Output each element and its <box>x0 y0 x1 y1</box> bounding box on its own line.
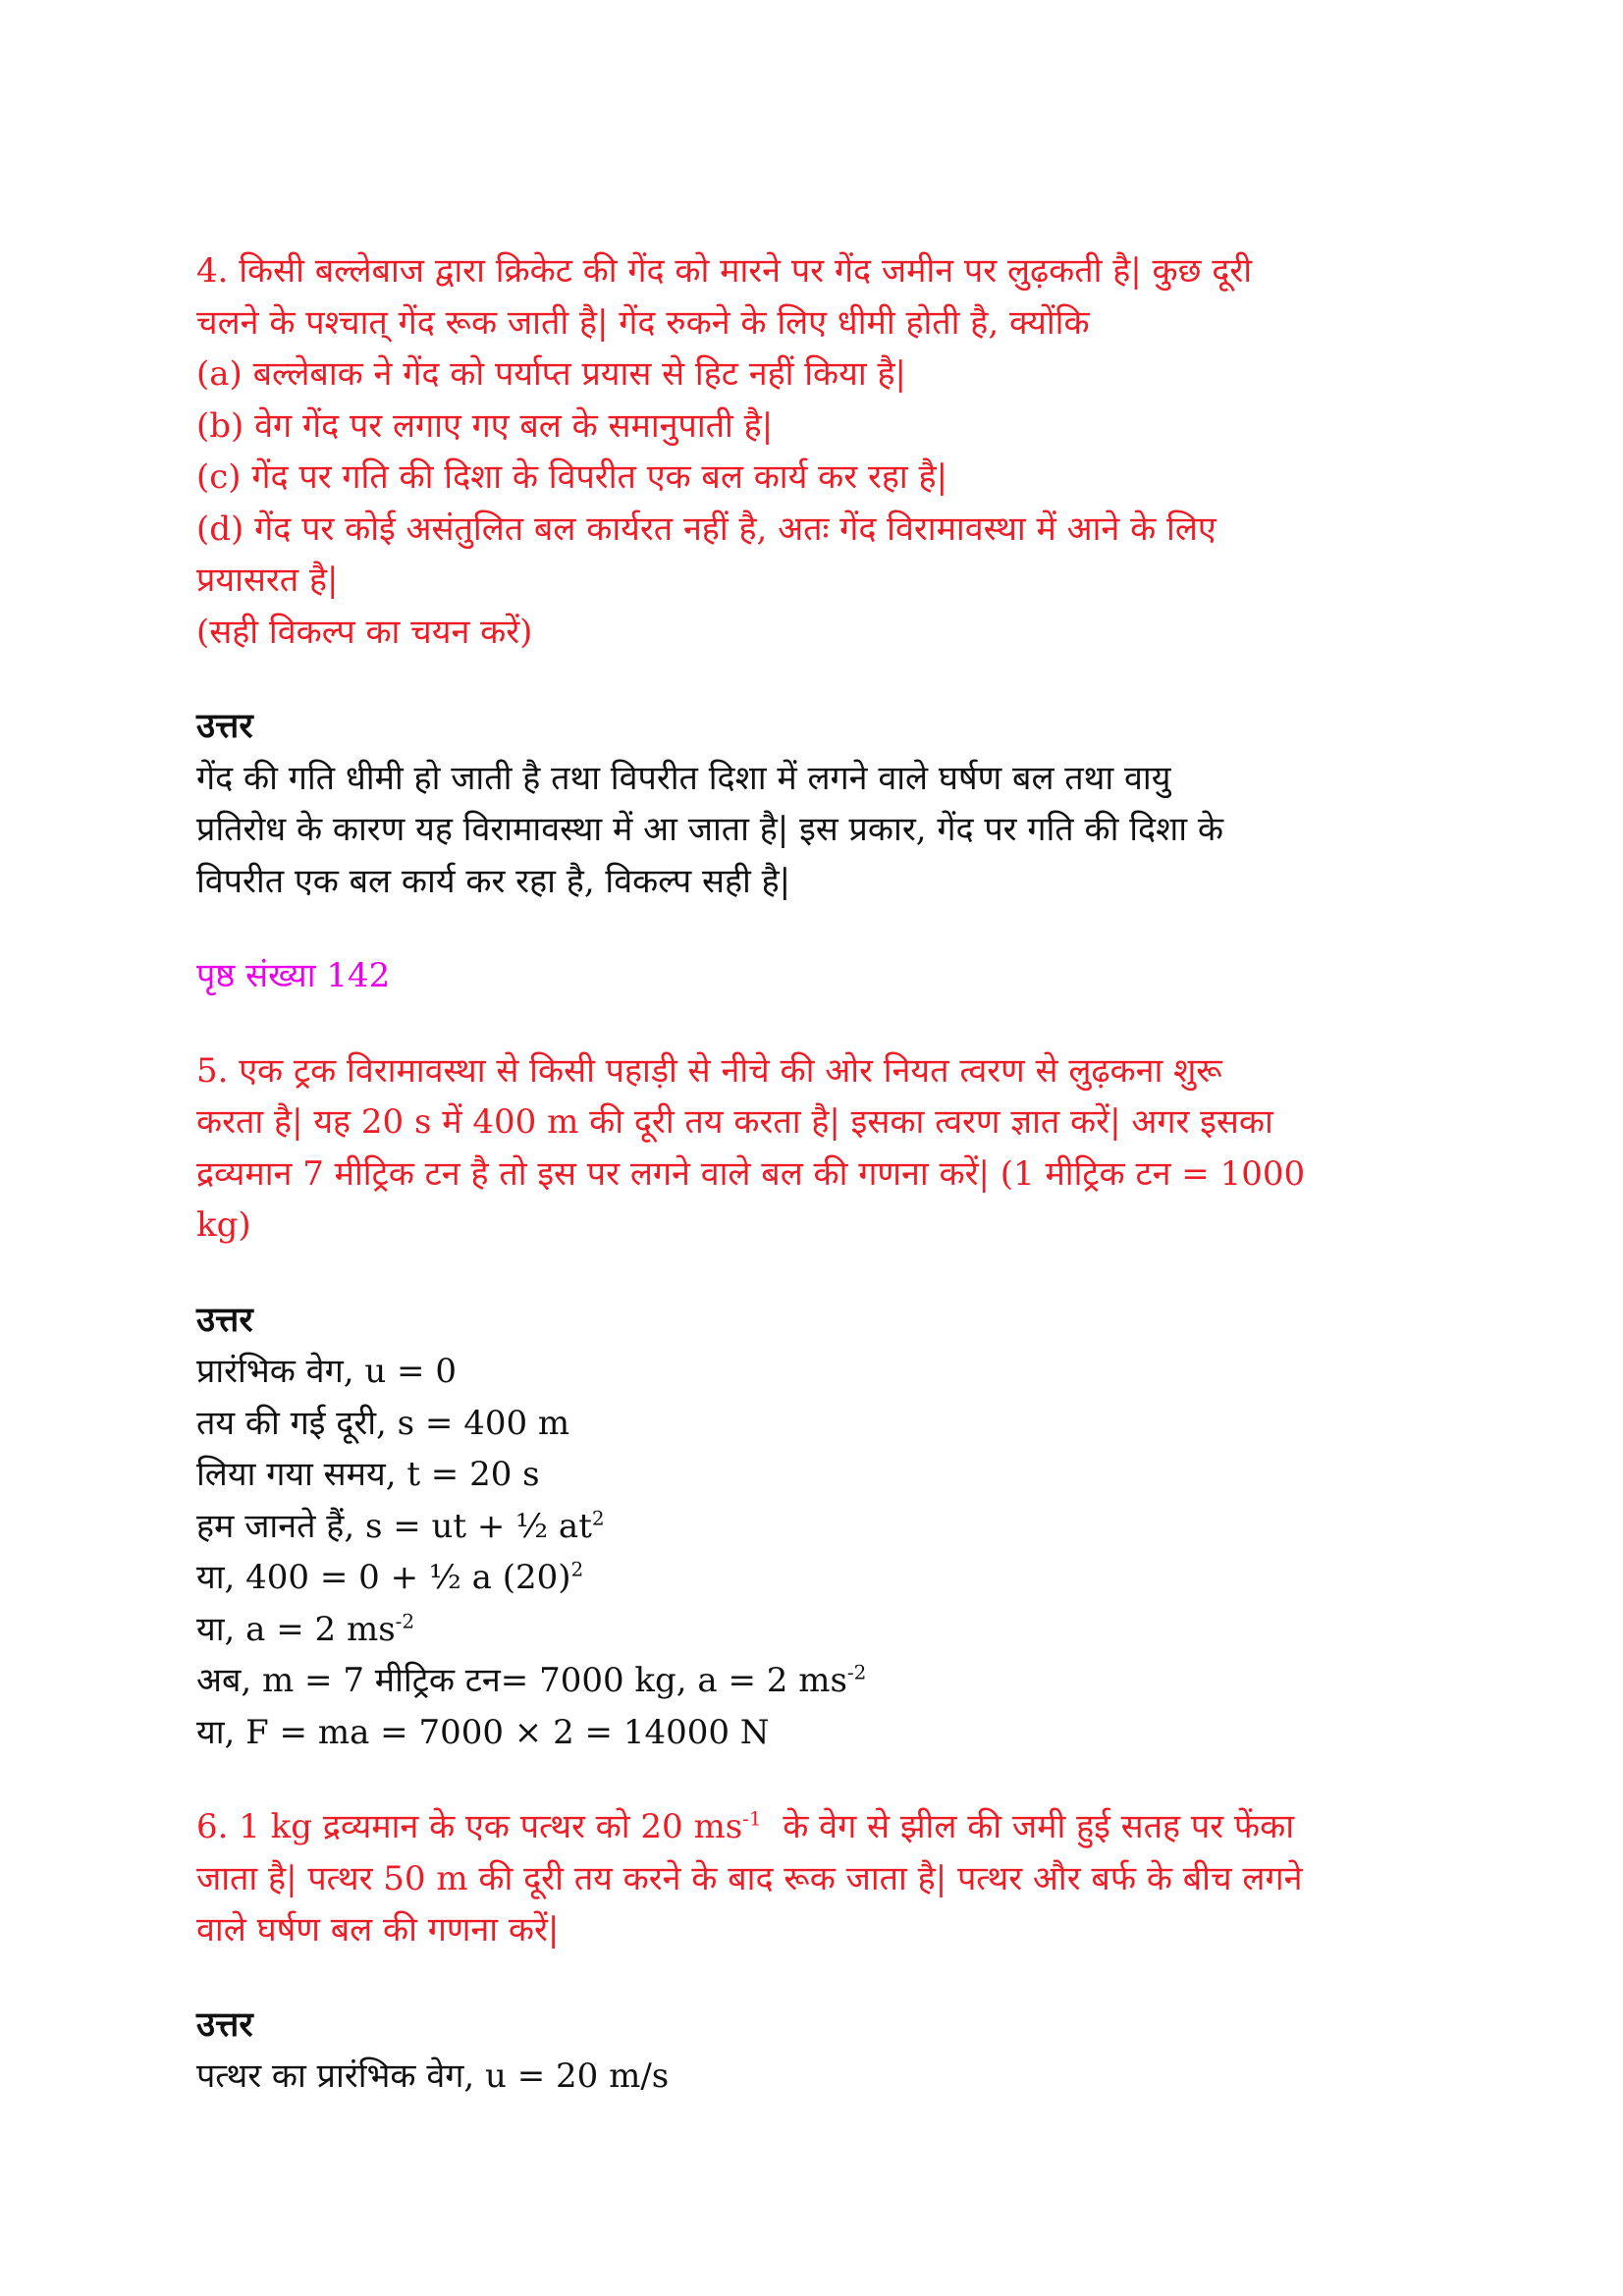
answer-4-line: विपरीत एक बल कार्य कर रहा है, विकल्प सही है| <box>196 861 791 901</box>
question-6-line: जाता है| पत्थर 50 m की दूरी तय करने के बाद रूक जाता है| पत्थर और बर्फ के बीच लगने <box>196 1858 1303 1898</box>
question-6-line <box>196 1801 1434 1853</box>
answer-6 <box>196 2000 1434 2103</box>
option-d-continued: प्रयासरत है| <box>196 561 339 600</box>
exponent: 2 <box>570 1557 584 1581</box>
answer-5 <box>196 1295 1434 1759</box>
document-page <box>196 245 1434 2103</box>
question-6 <box>196 1801 1434 1956</box>
answer-heading: उत्तर <box>196 706 253 746</box>
answer-4-line: गेंद की गति धीमी हो जाती है तथा विपरीत दिशा में लगने वाले घर्षण बल तथा वायु <box>196 758 1171 798</box>
answer-4-line: प्रतिरोध के कारण यह विरामावस्था में आ जाता है| इस प्रकार, गेंद पर गति की दिशा के <box>196 810 1223 849</box>
question-4-line: 4. किसी बल्लेबाज द्वारा क्रिकेट की गेंद को मारने पर गेंद जमीन पर लुढ़कती है| कुछ दूरी <box>196 251 1253 291</box>
answer-5-acceleration <box>196 1604 1434 1656</box>
option-b: (b) वेग गेंद पर लगाए गए बल के समानुपाती है| <box>196 405 774 446</box>
answer-5-initial-velocity: प्रारंभिक वेग, u = 0 <box>196 1352 457 1391</box>
spacer <box>196 1758 1434 1801</box>
formula-text: या, a = 2 ms <box>196 1609 396 1649</box>
question-5-line: द्रव्यमान 7 मीट्रिक टन है तो इस पर लगने वाले बल की गणना करें| (1 मीट्रिक टन = 1000 <box>196 1153 1306 1194</box>
answer-heading: उत्तर <box>196 1299 253 1340</box>
option-a: (a) बल्लेबाक ने गेंद को पर्याप्त प्रयास से हिट नहीं किया है| <box>196 354 907 394</box>
spacer <box>196 907 1434 950</box>
exponent: -2 <box>846 1660 867 1684</box>
question-5-line: kg) <box>196 1205 251 1245</box>
spacer <box>196 1956 1434 2000</box>
question-4-line: चलने के पश्चात् गेंद रूक जाती है| गेंद रुकने के लिए धीमी होती है, क्योंकि <box>196 302 1090 343</box>
question-6-line: वाले घर्षण बल की गणना करें| <box>196 1910 560 1949</box>
question-4 <box>196 245 1434 658</box>
exponent: -2 <box>395 1609 415 1633</box>
formula-text: हम जानते हैं, s = ut + ½ at <box>196 1506 592 1546</box>
answer-5-time: लिया गया समय, t = 20 s <box>196 1455 540 1494</box>
option-c: (c) गेंद पर गति की दिशा के विपरीत एक बल कार्य कर रहा है| <box>196 457 948 497</box>
exponent: -1 <box>742 1806 762 1831</box>
answer-4 <box>196 701 1434 907</box>
answer-heading: उत्तर <box>196 2003 253 2045</box>
answer-5-distance: तय की गई दूरी, s = 400 m <box>196 1403 570 1443</box>
answer-5-formula <box>196 1501 1434 1553</box>
spacer <box>196 1252 1434 1295</box>
spacer <box>196 658 1434 701</box>
exponent: 2 <box>591 1506 605 1530</box>
question-6-text: के वेग से झील की जमी हुई सतह पर फेंका <box>761 1807 1295 1846</box>
question-5-line: 5. एक ट्रक विरामावस्था से किसी पहाड़ी से नीचे की ओर नियत त्वरण से लुढ़कना शुरू <box>196 1050 1222 1091</box>
answer-5-force: या, F = ma = 7000 × 2 = 14000 N <box>196 1712 770 1752</box>
answer-5-mass <box>196 1655 1434 1707</box>
question-6-text: 6. 1 kg द्रव्यमान के एक पत्थर को 20 ms <box>196 1807 743 1846</box>
answer-5-substitution <box>196 1552 1434 1604</box>
question-5 <box>196 1045 1434 1252</box>
answer-6-initial-velocity: पत्थर का प्रारंभिक वेग, u = 20 m/s <box>196 2056 670 2096</box>
formula-text: अब, m = 7 मीट्रिक टन= 7000 kg, a = 2 ms <box>196 1661 847 1700</box>
spacer <box>196 1002 1434 1045</box>
page-number-reference: पृष्ठ संख्या 142 <box>196 956 391 995</box>
question-4-instruction: (सही विकल्प का चयन करें) <box>196 612 533 652</box>
option-d: (d) गेंद पर कोई असंतुलित बल कार्यरत नहीं है, अतः गेंद विरामावस्था में आने के लिए <box>196 508 1217 549</box>
formula-text: या, 400 = 0 + ½ a (20) <box>196 1558 571 1597</box>
question-5-line: करता है| यह 20 s में 400 m की दूरी तय करता है| इसका त्वरण ज्ञात करें| अगर इसका <box>196 1102 1273 1142</box>
